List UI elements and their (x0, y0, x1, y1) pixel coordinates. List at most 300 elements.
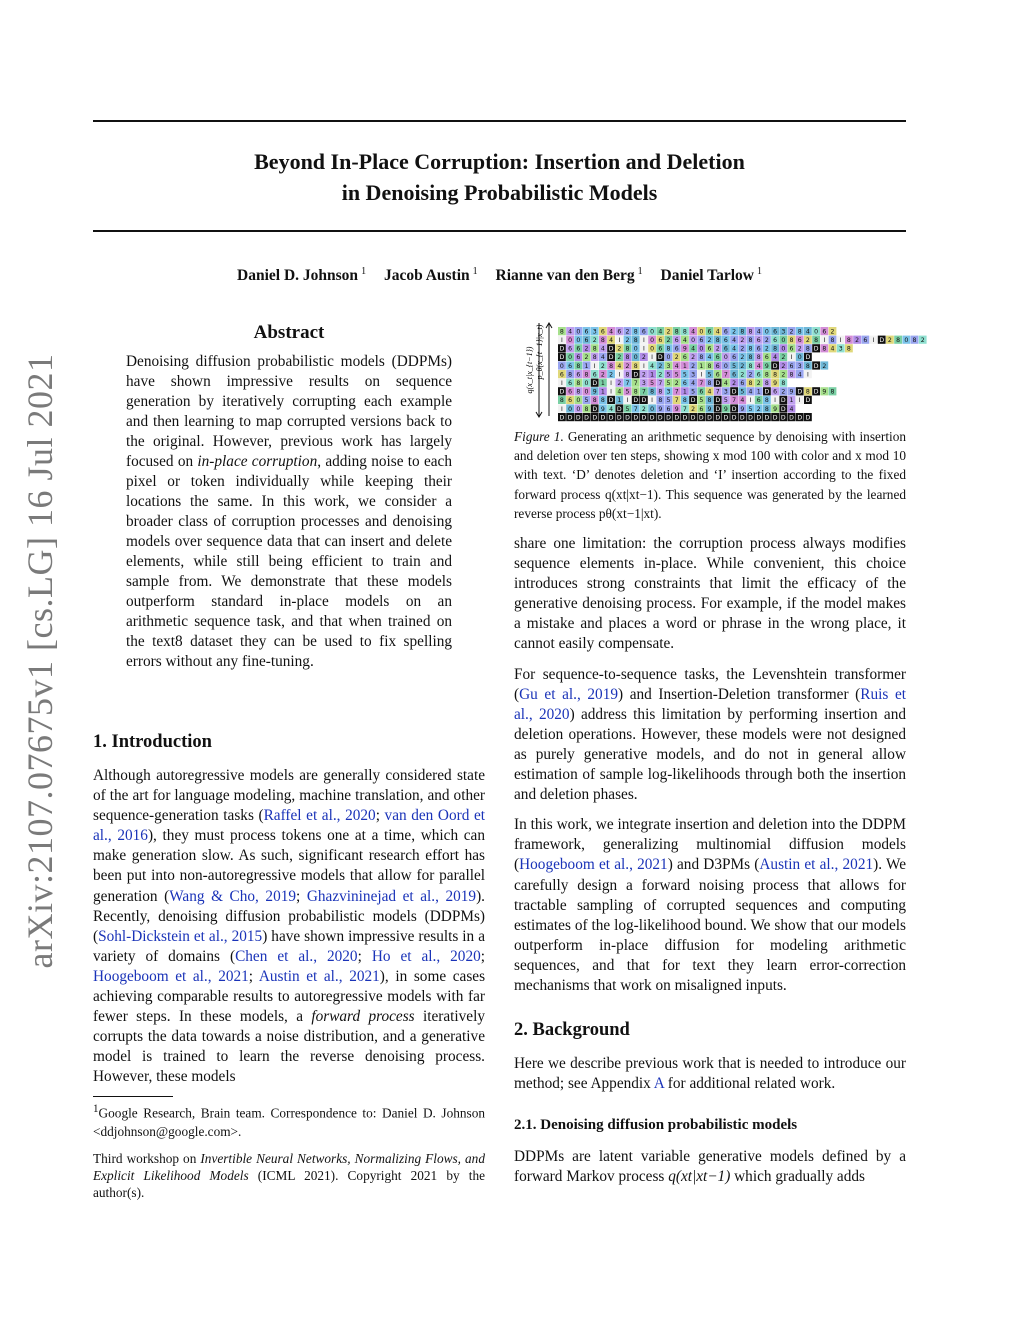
grid-cell-label: D (805, 354, 811, 362)
grid-cell-label: 4 (732, 345, 737, 353)
grid-cell-label: D (690, 414, 696, 422)
grid-cell-label: D (657, 414, 663, 422)
grid-cell-label: I (642, 362, 645, 370)
grid-cell-label: 2 (625, 337, 630, 344)
grid-cell-label: 1 (650, 371, 655, 379)
grid-cell-label: I (839, 337, 842, 344)
grid-cell-label: 8 (592, 345, 597, 353)
author-3: Rianne van den Berg $^1$ (495, 266, 643, 285)
grid-cell-label: 9 (707, 405, 712, 413)
grid-cell-label: D (715, 405, 721, 413)
grid-cell-label: D (780, 414, 786, 422)
grid-cell-label: D (641, 414, 647, 422)
grid-cell-label: 2 (740, 337, 745, 344)
grid-cell-label: I (642, 345, 645, 353)
grid-cell-label: 8 (707, 362, 712, 370)
grid-cell-label: 7 (732, 397, 737, 405)
grid-cell-label: 8 (822, 345, 827, 353)
grid-cell-label: 5 (666, 380, 671, 387)
grid-cell-label: 3 (592, 328, 597, 336)
grid-cell-label: 5 (723, 397, 728, 405)
grid-cell-label: 6 (773, 337, 778, 344)
cite-hoogeboom[interactable]: Hoogeboom et al., 2021 (93, 967, 249, 985)
background-heading: 2. Background (514, 1020, 630, 1040)
grid-cell-label: 0 (781, 337, 786, 344)
grid-cell-label: 1 (600, 380, 605, 387)
grid-cell-label: D (789, 414, 794, 422)
grid-cell-label: 8 (650, 388, 655, 396)
grid-cell-label: 2 (658, 371, 663, 379)
grid-cell-label: D (805, 397, 811, 405)
grid-cell-label: D (633, 397, 639, 405)
grid-cell-label: 6 (584, 328, 589, 336)
grid-cell-label: D (805, 414, 811, 422)
grid-cell-label: 2 (740, 362, 745, 370)
grid-cell-label: 8 (592, 397, 597, 405)
grid-cell-label: D (592, 405, 598, 413)
grid-cell-label: I (790, 354, 793, 362)
grid-cell-label: 5 (740, 388, 745, 396)
grid-cell-label: 7 (699, 380, 704, 387)
right-para-3: In this work, we integrate insertion and deletion into the DDPM framework, generalizing multinomial diffusion models (Hoogeboom et al., 2021) and D3PMs (Austin et al., 2021). We carefully design a forward noising process that allows for tractable sampling of corrupted sequences and computing estimates of the log-likelihood bound. We show that our models outperform in-place diffusion for modeling arithmetic sequences, and that for text they learn error-correction mechanisms that work on misaligned inputs. (514, 816, 906, 994)
grid-cell-label: 6 (756, 397, 761, 405)
grid-cell-label: 4 (773, 354, 778, 362)
title-top-rule (93, 120, 906, 122)
grid-cell-label: 2 (600, 362, 605, 370)
grid-cell-label: D (567, 414, 573, 422)
grid-cell-label: 1 (789, 397, 794, 405)
grid-cell-label: D (559, 354, 565, 362)
grid-cell-label: D (616, 405, 622, 413)
ddpm-subheading: 2.1. Denoising diffusion probabilistic models (514, 1117, 798, 1133)
grid-cell-label: 2 (756, 405, 761, 413)
grid-cell-label: 1 (682, 362, 687, 370)
grid-cell-label: 2 (732, 380, 737, 387)
grid-cell-label: 6 (559, 371, 564, 379)
grid-cell-label: 2 (666, 337, 671, 344)
grid-cell-label: 2 (781, 388, 786, 396)
grid-cell-label: 0 (576, 397, 581, 405)
grid-cell-label: 2 (584, 345, 589, 353)
author-1: Daniel D. Johnson $^1$ (237, 266, 367, 285)
grid-cell-label: 0 (650, 405, 655, 413)
grid-cell-label: 6 (576, 345, 581, 353)
grid-cell-label: 3 (666, 388, 671, 396)
intro-body: Although autoregressive models are generally considered state of the art for language modeling, machine translation, and other sequence-generation tasks (Raffel et al., 2020; van den Oord et al., 2016), they must process tokens one at a time, which can make generation slow. As such, significant research effort has been put into non-autoregressive models that allow for parallel generation (Wang & Cho, 2019; Ghazvininejad et al., 2019). Recently, denoising diffusion probabilistic models (DDPMs) (Sohl-Dickstein et al., 2015) have shown impressive results in a variety of domains (Chen et al., 2020; Ho et al., 2020; Hoogeboom et al., 2021; Austin et al., 2021), in some cases achieving comparable results to autoregressive models with far fewer steps. In these models, a forward process iteratively corrupts the data towards a noise distribution, and a generative model is trained to learn the reverse denoising process. However, these models (93, 767, 486, 1086)
grid-cell-label: D (674, 414, 680, 422)
grid-cell-label: 6 (863, 337, 868, 344)
grid-cell-label: I (749, 397, 752, 405)
grid-cell-label: 4 (707, 354, 712, 362)
grid-cell-label: 6 (822, 328, 827, 336)
grid-cell-label: D (600, 414, 606, 422)
grid-cell-label: D (731, 388, 737, 396)
grid-cell-label: D (772, 362, 778, 370)
grid-cell-label: 2 (600, 371, 605, 379)
grid-cell-label: 5 (650, 380, 655, 387)
right-para-2: For sequence-to-sequence tasks, the Levenshtein transformer (Gu et al., 2019) and Insertion-Deletion transformer (Ruis et al., 2020) address this limitation by performing insertion and deletion operations. However, these models were not designed as purely generative models, and do not in general allow estimation of sample log-likelihoods through both the insertion and deletion phases. (514, 665, 906, 804)
grid-cell-label: 2 (764, 345, 769, 353)
grid-cell-label: 2 (740, 345, 745, 353)
author-2: Jacob Austin $^1$ (383, 266, 478, 285)
grid-cell-label: 4 (756, 328, 761, 336)
grid-cell-label: 8 (830, 388, 835, 396)
grid-cell-label: 8 (748, 354, 753, 362)
grid-cell-label: 2 (822, 362, 827, 370)
grid-cell-label: 2 (691, 405, 696, 413)
reverse-process-label: p_θ(x_{t−1}|x_t) (535, 324, 544, 380)
grid-cell-label: 0 (584, 388, 589, 396)
grid-cell-label: 4 (789, 405, 794, 413)
grid-cell-label: 6 (584, 337, 589, 344)
grid-cell-label: D (608, 414, 614, 422)
grid-cell-label: 6 (723, 337, 728, 344)
grid-cell-label: 2 (641, 371, 646, 379)
grid-cell-label: D (780, 405, 786, 413)
grid-cell-label: 2 (609, 371, 614, 379)
grid-cell-label: D (715, 380, 721, 387)
grid-cell-label: 6 (617, 328, 622, 336)
grid-cell-label: 8 (682, 328, 687, 336)
grid-cell-label: D (780, 397, 786, 405)
grid-cell-label: 2 (617, 354, 622, 362)
grid-cell-label: 8 (633, 388, 638, 396)
grid-cell-label: 8 (699, 354, 704, 362)
grid-cell-label: 8 (748, 337, 753, 344)
grid-cell-label: 6 (568, 380, 573, 387)
grid-cell-label: 8 (846, 337, 851, 344)
grid-cell-label: 0 (814, 328, 819, 336)
grid-cell-label: D (616, 414, 622, 422)
cite-van-den-oord[interactable]: van den Oord et al., 2016 (93, 807, 486, 845)
cite-ho[interactable]: Ho et al., 2020 (371, 947, 481, 965)
grid-cell-label: D (797, 388, 803, 396)
grid-cell-label: 1 (756, 388, 761, 396)
grid-cell-label: 0 (781, 345, 786, 353)
grid-cell-label: 8 (748, 328, 753, 336)
grid-cell-label: I (618, 371, 621, 379)
grid-cell-label: 1 (584, 362, 589, 370)
grid-cell-label: D (608, 345, 614, 353)
grid-cell-label: 8 (625, 371, 630, 379)
grid-cell-label: 8 (633, 362, 638, 370)
cite-wang-cho[interactable]: Wang & Cho, 2019 (169, 887, 297, 905)
grid-cell-label: 2 (691, 354, 696, 362)
grid-cell-label: 4 (617, 388, 622, 396)
author-list (93, 266, 906, 285)
grid-cell-label: 6 (600, 328, 605, 336)
grid-cell-label: 9 (723, 405, 728, 413)
grid-cell-label: 8 (773, 345, 778, 353)
cite-austin-2[interactable]: Austin et al., 2021 (759, 856, 874, 874)
grid-cell-label: D (739, 414, 745, 422)
grid-cell-label: 8 (805, 388, 810, 396)
grid-cell-label: 2 (781, 362, 786, 370)
grid-cell-label: 2 (641, 405, 646, 413)
grid-cell-label: 2 (740, 354, 745, 362)
grid-cell-label: 2 (674, 354, 679, 362)
grid-cell-label: 6 (674, 337, 679, 344)
grid-cell-label: 8 (584, 371, 589, 379)
grid-cell-label: 6 (576, 371, 581, 379)
grid-cell-label: 6 (568, 397, 573, 405)
cite-hoogeboom-2[interactable]: Hoogeboom et al., 2021 (519, 856, 668, 874)
title-line-2: in Denoising Probabilistic Models (341, 180, 658, 205)
cite-ruis[interactable]: Ruis et al., 2020 (514, 685, 906, 723)
grid-cell-label: D (879, 337, 885, 344)
grid-cell-label: 4 (674, 362, 679, 370)
grid-cell-label: 2 (797, 345, 802, 353)
grid-cell-label: I (560, 380, 563, 387)
grid-cell-label: I (872, 337, 875, 344)
cite-ghazvininejad[interactable]: Ghazvininejad et al., 2019 (306, 887, 477, 905)
grid-cell-label: 6 (756, 345, 761, 353)
grid-cell-label: 2 (805, 337, 810, 344)
grid-cell-label: I (642, 337, 645, 344)
grid-cell-label: 0 (764, 328, 769, 336)
grid-cell-label: 2 (855, 337, 860, 344)
grid-cell-label: 3 (797, 362, 802, 370)
grid-cell-label: 6 (641, 328, 646, 336)
grid-cell-label: 5 (666, 371, 671, 379)
grid-cell-label: 8 (846, 345, 851, 353)
grid-cell-label: 4 (797, 371, 802, 379)
footnote-rule (93, 1096, 173, 1097)
grid-cell-label: 4 (715, 328, 720, 336)
grid-cell-label: I (618, 337, 621, 344)
grid-cell-label: 6 (789, 362, 794, 370)
grid-cell-label: 2 (674, 380, 679, 387)
grid-cell-label: 8 (584, 405, 589, 413)
abstract-heading: Abstract (253, 322, 325, 343)
grid-cell-label: 5 (748, 405, 753, 413)
grid-cell-label: 0 (633, 354, 638, 362)
grid-cell-label: D (584, 414, 589, 422)
grid-cell-label: I (700, 371, 703, 379)
figure-1-graphic (512, 320, 925, 422)
cite-gu[interactable]: Gu et al., 2019 (519, 685, 618, 703)
grid-cell-label: 8 (658, 388, 663, 396)
grid-cell-label: 8 (830, 337, 835, 344)
grid-cell-label: 1 (682, 388, 687, 396)
grid-cell-label: 2 (920, 337, 925, 344)
grid-cell-label: 6 (773, 328, 778, 336)
grid-cell-label: 6 (773, 388, 778, 396)
token-grid (558, 327, 927, 421)
grid-cell-label: D (657, 354, 663, 362)
grid-cell-label: 7 (723, 371, 728, 379)
grid-cell-label: 8 (707, 380, 712, 387)
grid-cell-label: 9 (822, 388, 827, 396)
grid-cell-label: 8 (600, 397, 605, 405)
grid-cell-label: 6 (658, 337, 663, 344)
grid-cell-label: 2 (789, 328, 794, 336)
grid-cell-label: 8 (576, 388, 581, 396)
cite-raffel[interactable]: Raffel et al., 2020 (263, 807, 376, 825)
grid-cell-label: D (715, 397, 721, 405)
grid-cell-label: 4 (740, 397, 745, 405)
grid-cell-label: 2 (756, 380, 761, 387)
grid-cell-label: 3 (781, 328, 786, 336)
appendix-link[interactable]: A (653, 1075, 664, 1093)
intro-heading: 1. Introduction (93, 732, 212, 752)
grid-cell-label: 4 (691, 380, 696, 387)
grid-cell-label: 2 (641, 354, 646, 362)
grid-cell-label: D (649, 414, 655, 422)
cite-austin[interactable]: Austin et al., 2021 (258, 967, 380, 985)
grid-cell-label: 2 (707, 337, 712, 344)
grid-cell-label: 4 (609, 405, 614, 413)
grid-cell-label: 0 (633, 345, 638, 353)
grid-cell-label: 4 (609, 328, 614, 336)
grid-cell-label: 5 (625, 388, 630, 396)
grid-cell-label: I (651, 397, 654, 405)
grid-cell-label: 8 (568, 371, 573, 379)
grid-cell-label: 9 (764, 362, 769, 370)
grid-cell-label: 6 (715, 371, 720, 379)
grid-cell-label: 8 (600, 337, 605, 344)
grid-cell-label: D (813, 345, 819, 353)
grid-cell-label: 6 (682, 354, 687, 362)
grid-cell-label: I (823, 337, 826, 344)
grid-cell-label: 8 (633, 337, 638, 344)
grid-cell-label: 4 (691, 345, 696, 353)
grid-cell-label: 0 (584, 380, 589, 387)
grid-cell-label: 8 (756, 354, 761, 362)
grid-cell-label: 6 (723, 328, 728, 336)
grid-cell-label: 7 (633, 380, 638, 387)
grid-cell-label: 0 (666, 354, 671, 362)
grid-cell-label: 2 (625, 362, 630, 370)
grid-cell-label: 8 (715, 337, 720, 344)
grid-cell-label: 0 (723, 362, 728, 370)
grid-cell-label: 1 (600, 388, 605, 396)
grid-cell-label: 9 (789, 388, 794, 396)
grid-cell-label: 6 (568, 345, 573, 353)
grid-cell-label: 8 (633, 328, 638, 336)
grid-cell-label: 4 (600, 354, 605, 362)
grid-cell-label: 5 (732, 362, 737, 370)
grid-cell-label: 4 (609, 337, 614, 344)
grid-cell-label: 2 (830, 328, 835, 336)
grid-cell-label: 8 (576, 380, 581, 387)
grid-cell-label: D (608, 354, 614, 362)
grid-cell-label: 8 (764, 397, 769, 405)
grid-cell-label: 0 (650, 337, 655, 344)
grid-cell-label: 8 (814, 337, 819, 344)
grid-cell-label: I (610, 388, 613, 396)
grid-cell-label: 2 (617, 345, 622, 353)
grid-cell-label: 7 (674, 388, 679, 396)
background-intro: Here we describe previous work that is needed to introduce our method; see Appendix A for additional related work. (514, 1055, 906, 1093)
grid-cell-label: 4 (723, 380, 728, 387)
grid-cell-label: 0 (699, 328, 704, 336)
grid-cell-label: 3 (838, 345, 843, 353)
grid-cell-label: 0 (576, 337, 581, 344)
grid-cell-label: 3 (666, 362, 671, 370)
grid-cell-label: 6 (568, 388, 573, 396)
grid-cell-label: 8 (748, 380, 753, 387)
grid-cell-label: 7 (682, 405, 687, 413)
grid-cell-label: 2 (715, 345, 720, 353)
grid-cell-label: D (625, 414, 630, 422)
grid-cell-label: 8 (896, 337, 901, 344)
grid-cell-label: 0 (576, 328, 581, 336)
grid-cell-label: 4 (748, 388, 753, 396)
arxiv-stamp: arXiv:2107.07675v1 [cs.LG] 16 Jul 2021 (20, 353, 60, 969)
grid-cell-label: 9 (682, 345, 687, 353)
cite-chen[interactable]: Chen et al., 2020 (235, 947, 358, 965)
grid-cell-label: 9 (592, 388, 597, 396)
grid-cell-label: 0 (797, 354, 802, 362)
grid-cell-label: 0 (723, 354, 728, 362)
grid-cell-label: D (748, 414, 753, 422)
grid-cell-label: I (651, 354, 654, 362)
grid-cell-label: 5 (691, 388, 696, 396)
grid-cell-label: D (731, 405, 737, 413)
grid-cell-label: 7 (658, 380, 663, 387)
grid-cell-label: 4 (682, 337, 687, 344)
grid-cell-label: D (715, 414, 721, 422)
cite-sohl-dickstein[interactable]: Sohl-Dickstein et al., 2015 (98, 927, 263, 945)
ddpm-body: DDPMs are latent variable generative models defined by a forward Markov process q(xt|xt−1) which gradually adds (514, 1148, 906, 1186)
grid-cell-label: 6 (756, 337, 761, 344)
grid-cell-label: 6 (699, 337, 704, 344)
grid-cell-label: 6 (568, 362, 573, 370)
grid-cell-label: I (610, 380, 613, 387)
author-4: Daniel Tarlow $^1$ (660, 266, 762, 285)
grid-cell-label: 9 (674, 405, 679, 413)
grid-cell-label: D (772, 414, 778, 422)
grid-cell-label: 2 (764, 337, 769, 344)
grid-cell-label: D (592, 380, 598, 387)
grid-cell-label: 7 (715, 388, 720, 396)
grid-cell-label: D (682, 414, 688, 422)
grid-cell-label: 6 (658, 345, 663, 353)
grid-cell-label: 4 (600, 345, 605, 353)
grid-cell-label: 2 (732, 328, 737, 336)
grid-cell-label: 6 (682, 380, 687, 387)
grid-cell-label: 4 (568, 328, 573, 336)
grid-cell-label: D (633, 414, 639, 422)
grid-cell-label: 6 (699, 388, 704, 396)
grid-cell-label: 2 (691, 362, 696, 370)
grid-cell-label: 0 (904, 337, 909, 344)
abstract-body: Denoising diffusion probabilistic models (DDPMs) have shown impressive results on sequence generation by iteratively corrupting each example and then learning to map corrupted versions back to the original. However, previous work has largely focused on in-place corruption, adding noise to each pixel or token individually while keeping their locations the same. In this work, we consider a broader class of corruption processes and denoising models over sequence data that can insert and delete elements, while still being efficient to train and sample from. We demonstrate that these models outperform standard in-place models on an arithmetic sequence task, and that when trained on the text8 dataset they can be used to fix spelling errors without any fine-tuning. (126, 353, 452, 670)
grid-cell-label: 4 (707, 388, 712, 396)
grid-cell-label: 5 (674, 371, 679, 379)
grid-cell-label: 4 (650, 362, 655, 370)
grid-cell-label: 9 (773, 380, 778, 387)
grid-cell-label: I (593, 362, 596, 370)
grid-cell-label: D (575, 414, 581, 422)
grid-cell-label: 4 (830, 345, 835, 353)
grid-cell-label: 3 (691, 371, 696, 379)
grid-cell-label: 0 (650, 345, 655, 353)
grid-cell-label: 5 (666, 397, 671, 405)
grid-cell-label: 8 (805, 362, 810, 370)
grid-cell-label: 4 (617, 362, 622, 370)
grid-cell-label: I (798, 397, 801, 405)
grid-cell-label: I (626, 397, 629, 405)
right-column-body (514, 534, 906, 1006)
grid-cell-label: 4 (756, 362, 761, 370)
grid-cell-label: 8 (625, 354, 630, 362)
grid-cell-label: D (764, 388, 770, 396)
grid-cell-label: 7 (625, 380, 630, 387)
grid-cell-label: 8 (781, 380, 786, 387)
grid-cell-label: 5 (699, 397, 704, 405)
